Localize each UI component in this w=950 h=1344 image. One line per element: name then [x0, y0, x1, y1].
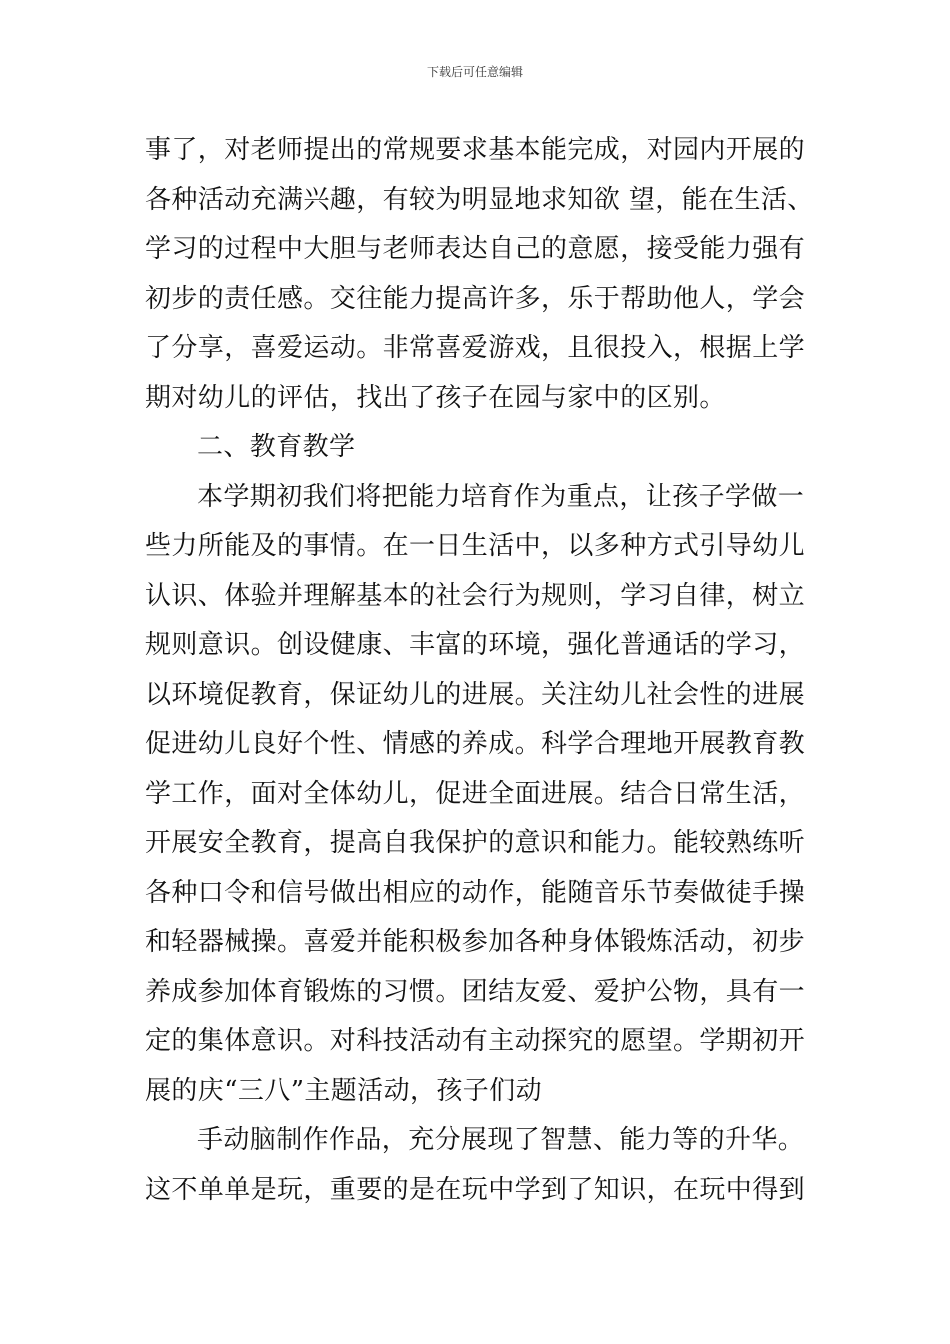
- text-line: 学工作，面对全体幼儿，促进全面进展。结合日常生活，: [145, 778, 806, 809]
- text-line: 了分享，喜爱运动。非常喜爱游戏，且很投入，根据上学: [145, 333, 806, 363]
- text-line: 各种活动充满兴趣，有较为明显地求知欲 望，能在生活、: [145, 184, 814, 215]
- page-header: 下载后可任意编辑: [426, 65, 523, 79]
- text-line: 定的集体意识。对科技活动有主动探究的愿望。学期初开: [145, 1026, 806, 1056]
- text-line: 认识、体验并理解基本的社会行为规则，学习自律，树立: [145, 580, 806, 611]
- text-line: 和轻器械操。喜爱并能积极参加各种身体锻炼活动，初步: [145, 927, 806, 957]
- text-line: 本学期初我们将把能力培育作为重点，让孩子学做一: [197, 481, 805, 512]
- text-line: 促进幼儿良好个性、情感的养成。科学合理地开展教育教: [145, 729, 806, 759]
- text-line: 规则意识。创设健康、丰富的环境，强化普通话的学习，: [145, 630, 806, 660]
- text-line: 养成参加体育锻炼的习惯。团结友爱、爱护公物，具有一: [145, 976, 806, 1007]
- section-heading: 二、教育教学: [197, 432, 356, 462]
- text-line: 些力所能及的事情。在一日生活中，以多种方式引导幼儿: [145, 531, 806, 561]
- text-line: 学习的过程中大胆与老师表达自己的意愿，接受能力强有: [145, 234, 806, 264]
- text-line: 初步的责任感。交往能力提高许多，乐于帮助他人，学会: [145, 283, 806, 314]
- text-line: 开展安全教育，提高自我保护的意识和能力。能较熟练听: [145, 828, 806, 858]
- text-line: 手动脑制作作品，充分展现了智慧、能力等的升华。: [197, 1125, 805, 1155]
- text-line: 各种口令和信号做出相应的动作，能随音乐节奏做徒手操: [145, 877, 806, 908]
- text-line: 期对幼儿的评估，找出了孩子在园与家中的区别。: [145, 382, 726, 413]
- text-line: 这不单单是玩，重要的是在玩中学到了知识，在玩中得到: [145, 1174, 806, 1205]
- text-line: 展的庆“三八”主题活动，孩子们动: [145, 1075, 542, 1106]
- text-line: 事了，对老师提出的常规要求基本能完成，对园内开展的: [145, 135, 806, 165]
- document-body: [145, 126, 815, 1215]
- text-line: 以环境促教育，保证幼儿的进展。关注幼儿社会性的进展: [145, 679, 806, 710]
